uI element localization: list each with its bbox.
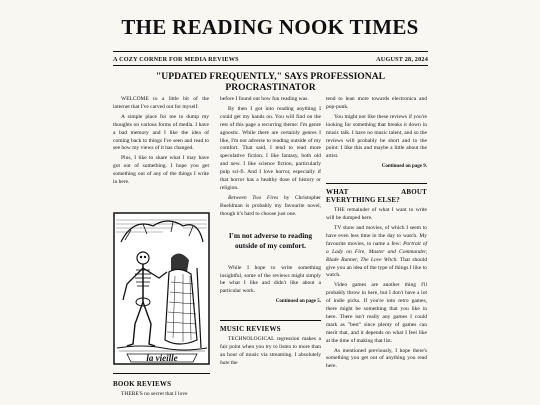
skeleton-and-old-woman-image bbox=[113, 212, 210, 365]
video-games-paragraph: Video games are another thing I'll probably throw in here, but I don't have a lot of indie picks. If you're into retro games, there might be something that you like in here. There isn't really any games I could mark as "best" since plenty of games can merit that, and it depends on what I feel like at the time of making that list. bbox=[326, 282, 427, 344]
intro-paragraph: WELCOME to a little bit of the internet that I've carved out for myself. bbox=[113, 96, 209, 110]
subline bbox=[113, 56, 428, 63]
music-continued-paragraph: tend to lean more towards electronica and pop-punk. bbox=[326, 96, 427, 110]
tv-movies-paragraph: TV show and movies, of which I seem to have even less time in the day to watch. My favourite movies, to name a few: Portrait of a Lady on Fire, Master and Commander, Blade Runner, The Love Witch. That should give you an idea of the type of things I like to watch. bbox=[326, 224, 427, 279]
book-reviews-text: THERE'S no secret that I love bbox=[121, 391, 188, 397]
share-paragraph: Plus, I like to share what I may have got out of something. I hope you get something out of any of the things I write in here. bbox=[113, 155, 209, 186]
column-1 bbox=[113, 96, 209, 189]
main-headline: "UPDATED FREQUENTLY," SAYS PROFESSIONAL PROCRASTINATOR bbox=[155, 71, 386, 93]
reading-paragraph-2: By then I got into reading anything I could get my hands on. You will find on the rest of this page a recurring theme: I'm genre agnostic. While there are certainly genres I like, I'm not adverse to reading outside of my comfort. That said, I tend to read more speculative fiction. I like fantasy, both old and new. I like science fiction, particularly pulp sci-fi. And I love horror, especially if that horror has a healthy dose of history or religion. bbox=[220, 105, 321, 191]
music-paragraph: TECHNOLOGICAL regression makes a fair point when you try to listen to more than an hour of music via streaming. I absolutely hate the bbox=[220, 336, 321, 366]
purpose-paragraph: A simple place for me to dump my thoughts on various forms of media. I have a bad memory and I like the idea of coming back to things I've seen and read to see how my views of it has changed. bbox=[113, 113, 209, 152]
reviews-paragraph: While I hope to write something insightful, some of the reviews might simply be what I like and didn't like about a particular work. bbox=[220, 264, 321, 295]
masthead-title: THE READING NOOK TIMES bbox=[121, 15, 419, 39]
everything-else-title: WHAT ABOUT EVERYTHING ELSE? bbox=[326, 183, 427, 204]
remainder-paragraph: THE remainder of what I want to write will be dumped here. bbox=[326, 207, 427, 222]
music-disclaimer-paragraph: You might not like these reviews if you're looking for something that breaks it down in music talk. I have no music talent, and so the reviews will probably be short and to the point: I like this and maybe a little about the artist. bbox=[326, 113, 427, 160]
pull-quote: I'm not adverse to reading outside of my comfort. bbox=[228, 230, 313, 250]
masthead-rule-top bbox=[113, 51, 428, 52]
continued-page-9: Continued on page 9. bbox=[381, 164, 427, 170]
column-2 bbox=[220, 96, 321, 370]
closing-paragraph: As mentioned previously, I hope there's something you get out of anything you read here. bbox=[326, 347, 427, 370]
illustration-caption: la vieille bbox=[146, 353, 178, 363]
issue-date: AUGUST 28, 2024 bbox=[376, 56, 428, 63]
column-1-rule bbox=[113, 373, 210, 374]
masthead-rule-bottom bbox=[113, 65, 428, 66]
tagline: A COZY CORNER FOR MEDIA REVIEWS bbox=[113, 56, 239, 63]
novel-title: Between Two Fires bbox=[228, 194, 279, 201]
favourite-novel-paragraph: Between Two Fires by Christopher Buehlman is probably my favourite novel, though it's hard to choose just one. bbox=[220, 194, 321, 217]
book-reviews-section bbox=[113, 380, 210, 399]
woodcut-illustration bbox=[113, 212, 210, 365]
column-3 bbox=[326, 96, 427, 373]
music-reviews-title: MUSIC REVIEWS bbox=[220, 320, 321, 333]
reading-paragraph-1: before I found out how fun reading was. bbox=[220, 96, 309, 102]
continued-page-5: Continued on page 5. bbox=[275, 299, 321, 305]
book-reviews-title: BOOK REVIEWS bbox=[113, 380, 172, 388]
